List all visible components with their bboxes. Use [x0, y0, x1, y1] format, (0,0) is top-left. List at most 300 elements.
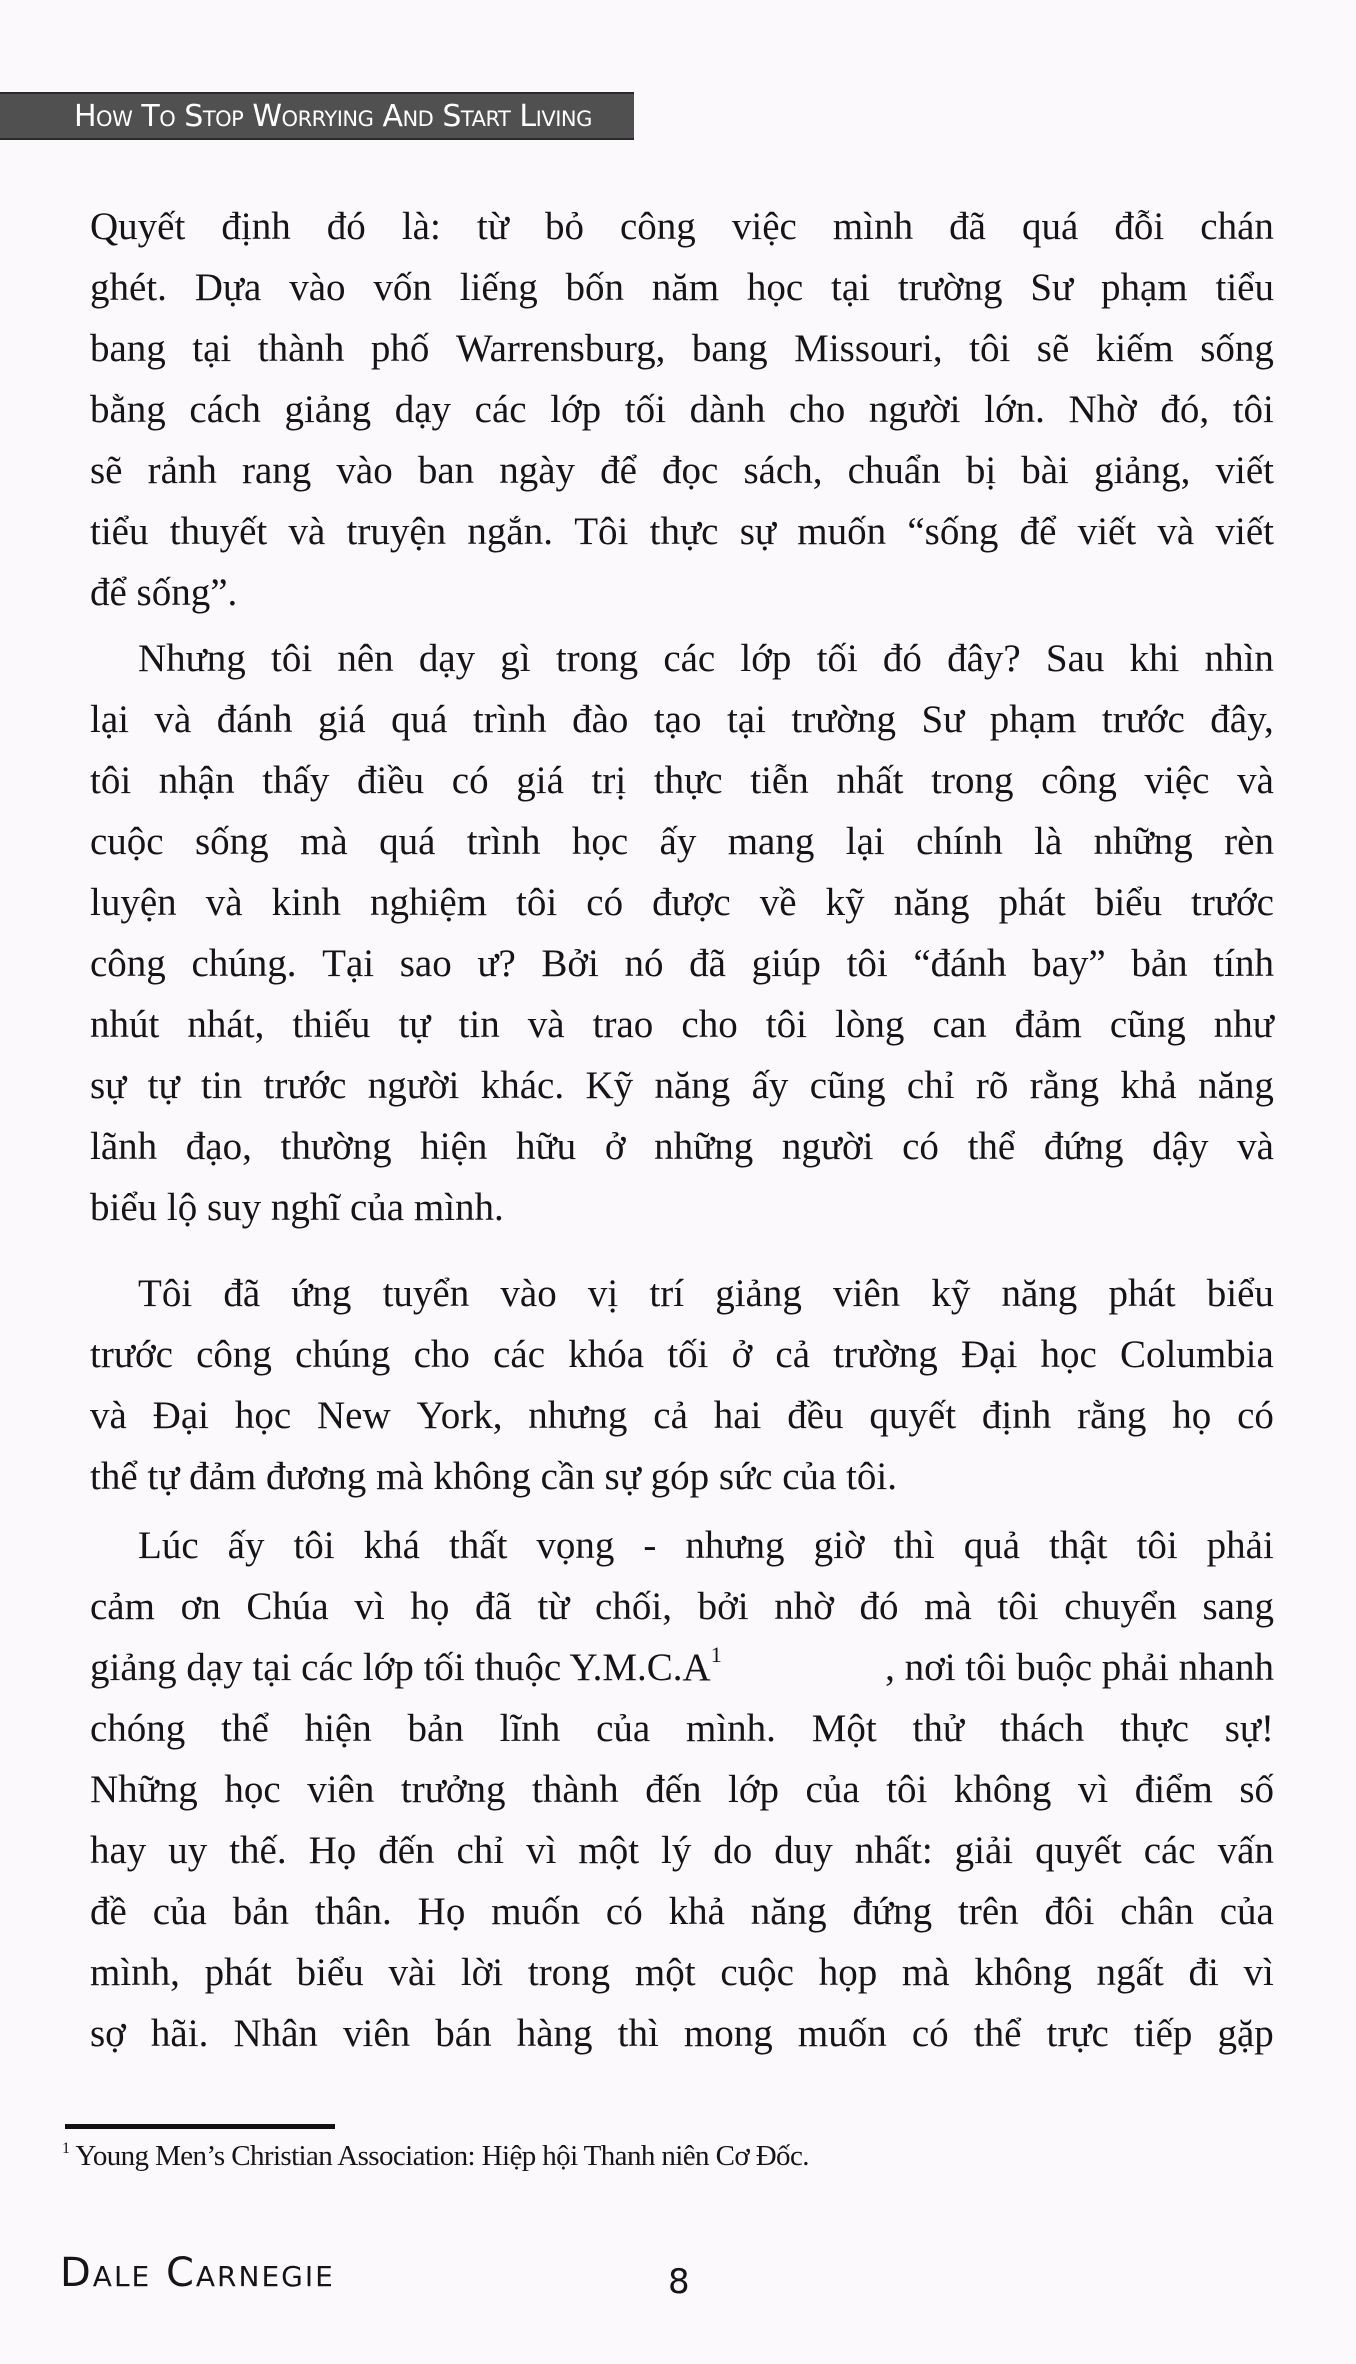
word: quyết — [1035, 1829, 1122, 1872]
word: Warrensburg, — [455, 327, 666, 370]
word: từ — [537, 1585, 570, 1628]
word: hiện — [304, 1707, 372, 1750]
text-line — [90, 994, 1274, 1055]
word: hữu — [516, 1125, 577, 1168]
word: người — [868, 388, 961, 431]
word: vị — [587, 1272, 619, 1315]
word: chuẩn — [847, 449, 941, 492]
word: vào — [500, 1272, 557, 1315]
word: lĩnh — [499, 1707, 561, 1750]
word: uy — [168, 1829, 208, 1872]
word: trong — [555, 637, 639, 680]
word: đó — [882, 637, 922, 680]
text-line — [90, 689, 1274, 750]
word: tôi — [90, 759, 132, 802]
word: nên — [337, 637, 394, 680]
word: chuyển — [1064, 1585, 1177, 1628]
word: tuyển — [382, 1272, 470, 1315]
word: số — [1239, 1768, 1274, 1811]
word: điều — [357, 759, 425, 802]
word: phát — [1108, 1272, 1176, 1315]
word: cho — [681, 1003, 738, 1046]
word: đây? — [947, 637, 1021, 680]
word: trên — [958, 1890, 1019, 1933]
word: thể — [221, 1707, 269, 1750]
word: đã — [689, 942, 726, 985]
text-line — [90, 1385, 1274, 1446]
word: học — [234, 1394, 292, 1437]
word: dành — [689, 388, 766, 431]
word: thể — [973, 2012, 1022, 2055]
word: cho — [788, 388, 846, 431]
word: Đại — [960, 1333, 1018, 1376]
word: không — [974, 1951, 1072, 1994]
word: phạm — [989, 698, 1077, 741]
word: năng — [893, 881, 970, 924]
page-number: 8 — [668, 2262, 690, 2302]
paragraph-2 — [90, 628, 1274, 1238]
word: và — [1237, 1125, 1274, 1168]
word: năm — [651, 266, 720, 309]
word: việc — [731, 205, 797, 248]
word: và — [205, 881, 243, 924]
word: giá — [516, 759, 564, 802]
word: thành — [257, 327, 345, 370]
word: sẽ — [1036, 327, 1070, 370]
word: lớp — [740, 637, 792, 680]
text-line-with-footnote — [90, 1637, 1274, 1698]
word: kỹ — [825, 881, 865, 924]
word: người — [781, 1125, 874, 1168]
word: phát — [204, 1951, 272, 1994]
word: họ — [1172, 1394, 1212, 1437]
word: bay” — [1032, 942, 1106, 985]
word: mình. — [686, 1707, 776, 1750]
word: tôi — [765, 1003, 807, 1046]
word: thiếu — [292, 1003, 371, 1046]
word: vốn — [373, 266, 432, 309]
word: rằng — [1077, 1394, 1147, 1437]
word: bài — [1021, 449, 1069, 492]
word: trước — [263, 1064, 347, 1107]
word: trao — [592, 1003, 654, 1046]
word: công — [90, 942, 166, 985]
word: Kỹ — [585, 1064, 634, 1107]
footnote-text: Young Men’s Christian Association: Hiệp hội Thanh niên Cơ Đốc. — [75, 2140, 809, 2172]
word: Dựa — [194, 266, 262, 309]
word: và — [154, 698, 192, 741]
word: thử — [912, 1707, 965, 1750]
word: một — [578, 1829, 640, 1872]
word: Sau — [1045, 637, 1105, 680]
word: hai — [713, 1394, 762, 1437]
word: ngắn. — [467, 510, 553, 553]
word: muốn — [797, 510, 887, 553]
word: vì — [354, 1585, 385, 1628]
word: mình, — [90, 1951, 180, 1994]
word: đào — [572, 698, 629, 741]
word: đề — [90, 1890, 127, 1933]
word: Lúc — [138, 1524, 199, 1567]
word: sự — [90, 1064, 127, 1107]
word: thì — [617, 2012, 659, 2055]
word: đến — [378, 1829, 435, 1872]
word: họ — [410, 1585, 450, 1628]
word: viên — [343, 2012, 411, 2055]
word: “đánh — [913, 942, 1007, 985]
word: và — [1237, 759, 1274, 802]
word: trước — [90, 1333, 173, 1376]
word: phạm — [1100, 266, 1188, 309]
word: tôi — [886, 1768, 928, 1811]
word: luyện — [90, 881, 177, 924]
word: Nhưng — [138, 637, 246, 680]
word: họp — [818, 1951, 878, 1994]
word: vào — [289, 266, 346, 309]
text-line-head — [90, 1637, 722, 1698]
word: giảng, — [1094, 449, 1191, 492]
word: thực — [653, 759, 723, 802]
word: quyết — [869, 1394, 957, 1437]
text-line — [90, 628, 1274, 689]
word: lớp — [728, 1768, 779, 1811]
word: rõ — [975, 1064, 1009, 1107]
word: mà — [901, 1951, 950, 1994]
word: đứng — [852, 1890, 933, 1933]
word: Tôi — [138, 1272, 193, 1315]
word: thường — [280, 1125, 392, 1168]
word: đánh — [216, 698, 293, 741]
word: trị — [591, 759, 627, 802]
word: cả — [775, 1333, 811, 1376]
text-line — [90, 196, 1274, 257]
word: tôi — [1232, 388, 1274, 431]
word: Missouri, — [794, 327, 943, 370]
text-line — [90, 872, 1274, 933]
text-line — [90, 750, 1274, 811]
text-line — [90, 1576, 1274, 1637]
word: ơn — [180, 1585, 221, 1628]
word: bản — [407, 1707, 464, 1750]
word: chán — [1200, 205, 1274, 248]
word: ghét. — [90, 266, 167, 309]
word: tin — [458, 1003, 500, 1046]
book-title: How To Stop Worrying And Start Living — [74, 99, 592, 134]
word: bản — [232, 1890, 289, 1933]
word: quá — [1022, 205, 1079, 248]
word: nhận — [158, 759, 235, 802]
word: vì — [1077, 1768, 1109, 1811]
word: và — [1157, 510, 1195, 553]
word: Chúa — [246, 1585, 329, 1628]
footnote-marker: 1 — [62, 2140, 70, 2157]
word: lại — [845, 820, 885, 863]
word: tối — [624, 388, 666, 431]
word: sợ — [90, 2012, 126, 2055]
word: giá — [318, 698, 366, 741]
text-line — [90, 257, 1274, 318]
word: tối — [816, 637, 858, 680]
word: vọng — [536, 1524, 615, 1567]
word: giải — [954, 1829, 1014, 1872]
word: bị — [965, 449, 997, 492]
footnote-reference[interactable]: 1 — [710, 1642, 722, 1667]
word: Một — [811, 1707, 877, 1750]
word: đi — [1188, 1951, 1219, 1994]
word: viết — [1215, 510, 1274, 553]
word: nhút — [90, 1003, 160, 1046]
word: là: — [401, 205, 441, 248]
word: mang — [727, 820, 815, 863]
word: trực — [1046, 2012, 1109, 2055]
author-name: Dale Carnegie — [60, 2250, 335, 2296]
word: tiếp — [1133, 2012, 1193, 2055]
word: tạo — [653, 698, 702, 741]
word: các — [493, 1333, 546, 1376]
word: nhất: — [854, 1829, 933, 1872]
word: lý — [661, 1829, 692, 1872]
word: chóng — [90, 1707, 186, 1750]
word: trưởng — [400, 1768, 506, 1811]
word: đứng — [1043, 1125, 1124, 1168]
word: năng — [1001, 1272, 1078, 1315]
word: do — [713, 1829, 753, 1872]
text-line-part: giảng dạy tại các lớp tối thuộc Y.M.C.A — [90, 1646, 711, 1689]
word: kỹ — [931, 1272, 971, 1315]
word: mà — [924, 1585, 972, 1628]
word: tự — [398, 1003, 431, 1046]
word: định — [981, 1394, 1052, 1437]
word: khi — [1129, 637, 1180, 680]
word: Nhân — [233, 2012, 318, 2055]
text-line — [90, 1759, 1274, 1820]
word: chân — [1120, 1890, 1194, 1933]
word: viết — [1077, 510, 1137, 553]
word: có — [1237, 1394, 1274, 1437]
word: nhìn — [1204, 637, 1274, 680]
word: đôi — [1044, 1890, 1095, 1933]
text-line-tail: , nơi tôi buộc phải nhanh — [885, 1646, 1274, 1689]
word: ở — [604, 1125, 626, 1168]
word: thành — [532, 1768, 619, 1811]
word: biểu — [1094, 881, 1162, 924]
word: đọc — [662, 449, 719, 492]
word: trình — [466, 820, 541, 863]
word: học — [571, 820, 629, 863]
text-line — [90, 1820, 1274, 1881]
word: trong — [527, 1951, 611, 1994]
word: hiện — [420, 1125, 488, 1168]
word: vào — [336, 449, 393, 492]
word: tại — [726, 698, 766, 741]
word: kiếm — [1095, 327, 1174, 370]
word: bốn — [565, 266, 625, 309]
word: phố — [370, 327, 430, 370]
word: giúp — [751, 942, 821, 985]
word: công — [1041, 759, 1117, 802]
word: người — [367, 1064, 460, 1107]
word: thể — [967, 1125, 1016, 1168]
word: sẽ — [90, 449, 123, 492]
word: tiễn — [750, 759, 809, 802]
word: giảng — [715, 1272, 802, 1315]
word: dạy — [394, 388, 452, 431]
word: bán — [435, 2012, 492, 2055]
word: nghiệm — [370, 881, 487, 924]
word: chỉ — [456, 1829, 505, 1872]
word: trường — [791, 698, 897, 741]
word: và — [90, 1394, 127, 1437]
word: duy — [774, 1829, 833, 1872]
word: dạy — [418, 637, 476, 680]
word: nhờ — [774, 1585, 834, 1628]
word: của — [1219, 1890, 1274, 1933]
word: tiểu — [90, 510, 149, 553]
word: thách — [999, 1707, 1085, 1750]
word: những — [654, 1125, 754, 1168]
word: tối — [667, 1333, 709, 1376]
word: tôi — [1136, 1524, 1178, 1567]
word: của — [805, 1768, 860, 1811]
word: của — [596, 1707, 651, 1750]
word: cách — [189, 388, 261, 431]
word: có — [911, 2012, 949, 2055]
word: khóa — [568, 1333, 645, 1376]
word: truyện — [346, 510, 447, 553]
word: viên — [307, 1768, 375, 1811]
word: khả — [668, 1890, 725, 1933]
word: thật — [1049, 1524, 1108, 1567]
word: rang — [242, 449, 312, 492]
word: cảm — [90, 1585, 155, 1628]
word: các — [1143, 1829, 1196, 1872]
word: chúng — [295, 1333, 391, 1376]
word: Tôi — [574, 510, 629, 553]
word: chỉ — [906, 1064, 955, 1107]
word: tự — [147, 1064, 180, 1107]
word: quả — [963, 1524, 1021, 1567]
word: học — [746, 266, 804, 309]
word: học — [224, 1768, 281, 1811]
word: nhất — [836, 759, 904, 802]
word: mình — [832, 205, 914, 248]
word: ở — [731, 1333, 753, 1376]
word: đạo, — [185, 1125, 252, 1168]
text-line — [90, 1698, 1274, 1759]
word: để — [1019, 510, 1057, 553]
word: thế. — [229, 1829, 287, 1872]
word: tại — [192, 327, 232, 370]
word: phải — [1206, 1524, 1274, 1567]
word: rèn — [1224, 820, 1274, 863]
word: đã — [949, 205, 986, 248]
word: tôi — [270, 637, 313, 680]
word: sự! — [1224, 1707, 1274, 1750]
footnote-divider — [65, 2124, 335, 2129]
word: Sư — [921, 698, 965, 741]
word: đó, — [1160, 388, 1210, 431]
text-line — [90, 811, 1274, 872]
word: có — [605, 1890, 643, 1933]
word: bang — [691, 327, 768, 370]
word: bang — [90, 327, 166, 370]
word: Họ — [308, 1829, 357, 1872]
word: lời — [460, 1951, 504, 1994]
text-line — [90, 501, 1274, 562]
word: các — [474, 388, 527, 431]
word: thuyết — [169, 510, 268, 553]
word: nhưng — [685, 1524, 785, 1567]
word: New — [316, 1394, 391, 1437]
word: đã — [474, 1585, 512, 1628]
word: lớn. — [984, 388, 1045, 431]
word: về — [759, 881, 797, 924]
word: sống — [1200, 327, 1274, 370]
word: đảm — [1014, 1003, 1082, 1046]
word: tôi — [846, 942, 888, 985]
word: trí — [649, 1272, 685, 1315]
text-line — [90, 2003, 1274, 2064]
word: và — [288, 510, 326, 553]
footnote — [62, 2140, 809, 2173]
word: khá — [363, 1524, 420, 1567]
word: sách, — [743, 449, 823, 492]
text-line: để sống”. — [90, 571, 238, 614]
word: có — [451, 759, 489, 802]
word: tính — [1213, 942, 1274, 985]
word: ngất — [1096, 1951, 1164, 1994]
word: mà — [300, 820, 348, 863]
word: chối, — [595, 1585, 672, 1628]
word: Đại — [152, 1394, 209, 1437]
word: như — [1213, 1003, 1274, 1046]
word: một — [634, 1951, 696, 1994]
word: tôi — [293, 1524, 335, 1567]
text-line — [90, 1055, 1274, 1116]
word: viết — [1215, 449, 1274, 492]
word: thấy — [262, 759, 330, 802]
word: khác. — [480, 1064, 565, 1107]
word: can — [932, 1003, 987, 1046]
word: cũng — [1109, 1003, 1186, 1046]
word: ứng — [291, 1272, 352, 1315]
word: trường — [897, 266, 1003, 309]
word: công — [620, 205, 696, 248]
word: được — [652, 881, 731, 924]
word: vấn — [1217, 1829, 1274, 1872]
word: ấy — [751, 1064, 789, 1107]
word: Sư — [1030, 266, 1074, 309]
word: bởi — [697, 1585, 749, 1628]
word: học — [1040, 1333, 1097, 1376]
word: trước — [1101, 698, 1185, 741]
word: tại — [831, 266, 871, 309]
word: Tại — [322, 942, 375, 985]
word: bằng — [90, 388, 166, 431]
word: tin — [201, 1064, 243, 1107]
word: nhát, — [187, 1003, 265, 1046]
word: đây, — [1210, 698, 1274, 741]
word: lòng — [835, 1003, 905, 1046]
word: tôi — [516, 881, 558, 924]
word: lãnh — [90, 1125, 158, 1168]
word: trước — [1191, 881, 1274, 924]
word: dậy — [1152, 1125, 1209, 1168]
word: biểu — [296, 1951, 364, 1994]
word: thì — [893, 1524, 935, 1567]
word: “sống — [907, 510, 999, 553]
word: chúng. — [191, 942, 297, 985]
